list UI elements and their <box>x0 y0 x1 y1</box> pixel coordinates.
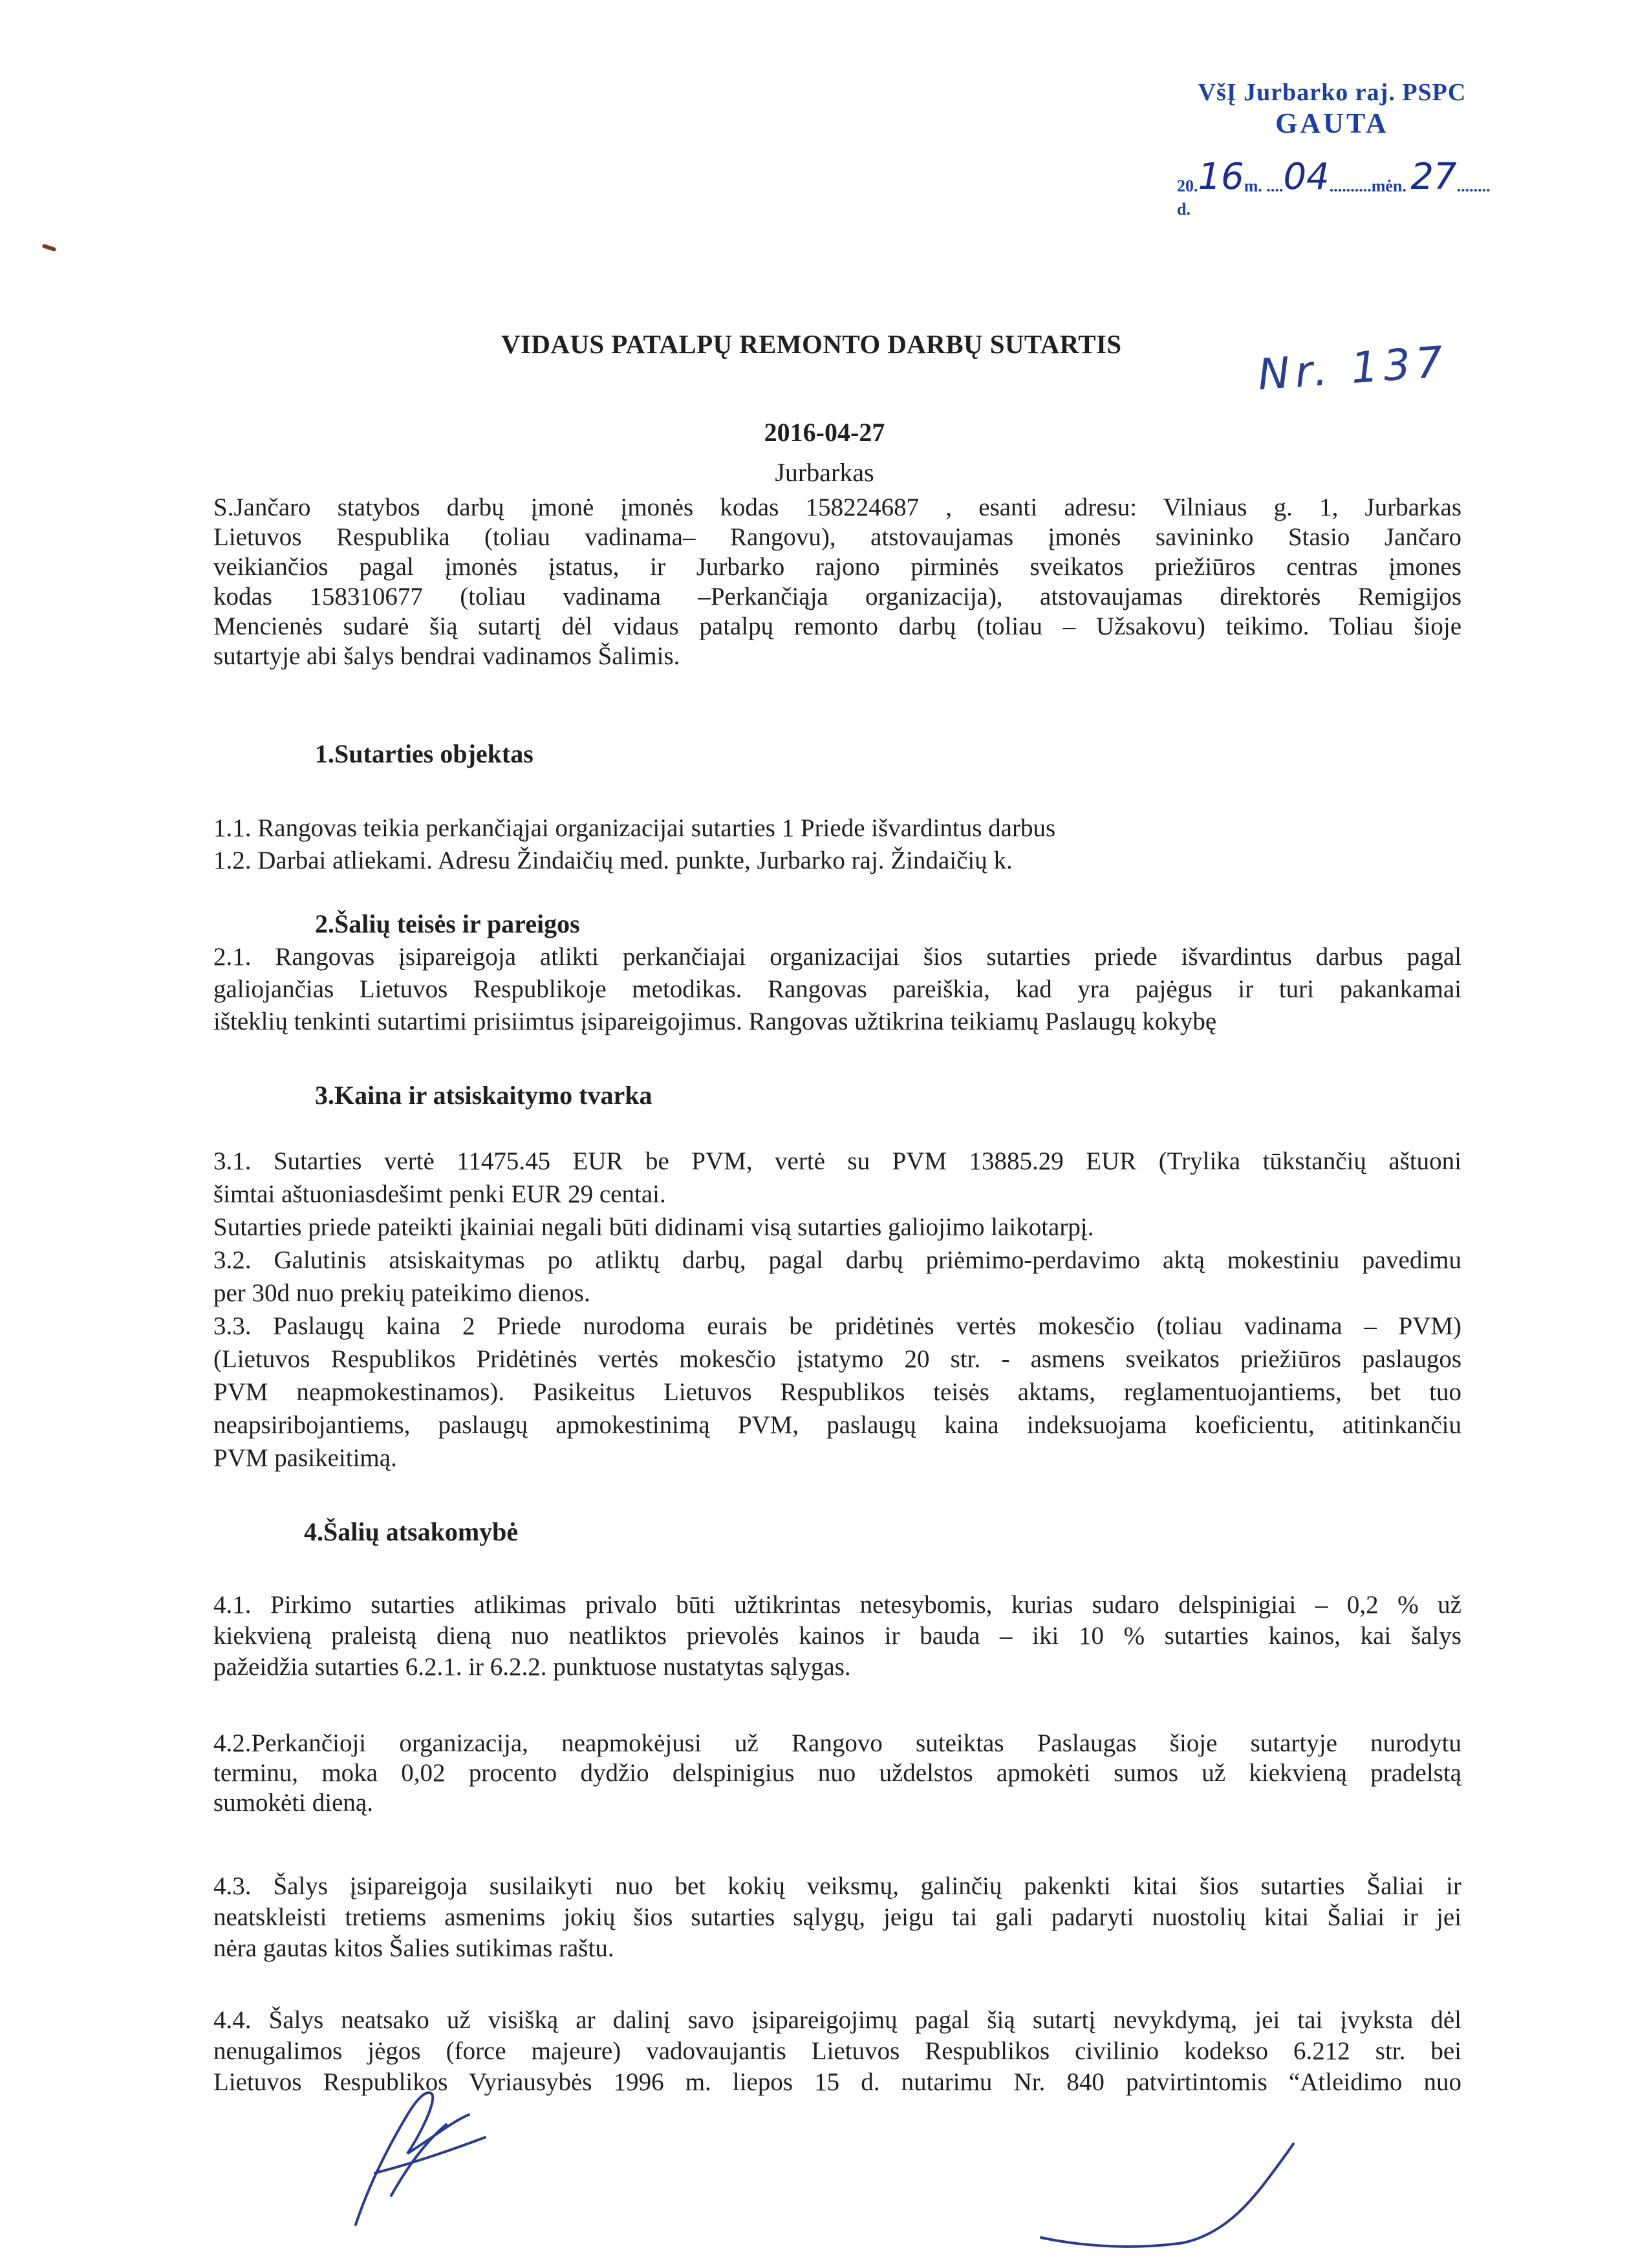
clause-3-2-line: per 30d nuo prekių pateikimo dienos. <box>213 1279 590 1307</box>
stamp-day: 27 <box>1410 156 1457 199</box>
clause-2-1-line: 2.1. Rangovas įsipareigoja atlikti perkančiajai organizacijai šios sutarties priede išvardintus darbus pagal <box>213 943 1461 971</box>
section-1-body <box>213 812 1461 877</box>
stamp-year: 16 <box>1198 156 1244 199</box>
intro-paragraph <box>213 493 1461 671</box>
section-2-body <box>213 941 1461 1038</box>
clause-4-2-line: sumokėti dieną. <box>213 1789 373 1817</box>
section-4-heading: 4.Šalių atsakomybė <box>304 1517 519 1546</box>
intro-line: sutartyje abi šalys bendrai vadinamos Šalimis. <box>213 642 680 670</box>
document-place: Jurbarkas <box>775 458 874 487</box>
intro-line: Mencienės sudarė šią sutartį dėl vidaus patalpų remonto darbų (toliau – Užsakovu) teikimo. Toliau šioje <box>213 612 1461 640</box>
clause-4-3-line: 4.3. Šalys įsipareigoja susilaikyti nuo bet kokių veiksmų, galinčių pakenkti kitai šios sutarties Šaliai ir <box>213 1872 1461 1900</box>
handwritten-contract-number: Nr. 137 <box>1256 336 1450 400</box>
clause-4-3 <box>213 1871 1461 1964</box>
clause-4-4-line: 4.4. Šalys neatsako už visišką ar dalinį savo įsipareigojimų pagal šią sutartį nevykdymą, jei tai įvyksta dėl <box>213 2006 1461 2034</box>
intro-line: kodas 158310677 (toliau vadinama –Perkančiąja organizacija), atstovaujamas direktorės Remigijos <box>213 583 1461 610</box>
clause-4-1-line: 4.1. Pirkimo sutarties atlikimas privalo būti užtikrintas netesybomis, kurias sudaro delspinigiai – 0,2 % už <box>213 1591 1461 1619</box>
clause-4-1-line: pažeidžia sutarties 6.2.1. ir 6.2.2. punktuose nustatytas sąlygas. <box>213 1653 851 1681</box>
stamp-label: GAUTA <box>1275 107 1389 140</box>
stamp-month: 04 <box>1283 156 1330 199</box>
clause-4-2-line: terminu, moka 0,02 procento dydžio delspinigius nuo uždelstos apmokėti sumos už kiekvieną pradelstą <box>213 1759 1461 1787</box>
clause-2-1-line: išteklių tenkinti sutartimi prisiimtus įsipareigojimus. Rangovas užtikrina teikiamų Paslaugų kokybę <box>213 1008 1217 1035</box>
clause-3-3-line: PVM pasikeitimą. <box>213 1444 397 1472</box>
document-date: 2016-04-27 <box>764 418 885 447</box>
clause-4-2 <box>213 1729 1461 1818</box>
clause-3-1-line: 3.1. Sutarties vertė 11475.45 EUR be PVM, vertė su PVM 13885.29 EUR (Trylika tūkstančių aštuoni <box>213 1147 1461 1175</box>
stamp-date: 20.16m. ....04..........mėn. 27........ d. <box>1177 156 1491 219</box>
clause-3-2-line: 3.2. Galutinis atsiskaitymas po atliktų darbų, pagal darbų priėmimo-perdavimo aktą mokestiniu pavedimu <box>213 1246 1461 1274</box>
clause-3-1-line: Sutarties priede pateikti įkainiai negali būti didinami visą sutarties galiojimo laikotarpį. <box>213 1213 1094 1241</box>
section-3-heading: 3.Kaina ir atsiskaitymo tvarka <box>315 1081 652 1110</box>
clause-4-1-line: kiekvieną praleistą dieną nuo neatliktos prievolės kainos ir bauda – iki 10 % sutarties kainos, kai šalys <box>213 1622 1461 1650</box>
intro-line: veikiančios pagal įmonės įstatus, ir Jurbarko rajono pirminės sveikatos priežiūros centras įmones <box>213 553 1461 581</box>
clause-4-4-line: nenugalimos jėgos (force majeure) vadovaujantis Lietuvos Respublikos civilinio kodekso 6.212 str. bei <box>213 2037 1461 2065</box>
stamp-organization: VšĮ Jurbarko raj. PSPC <box>1198 79 1467 106</box>
clause-3-3-line: (Lietuvos Respublikos Pridėtinės vertės mokesčio įstatymo 20 str. - asmens sveikatos priežiūros paslaugos <box>213 1345 1461 1373</box>
clause-4-3-line: nėra gautas kitos Šalies sutikimas raštu. <box>213 1934 614 1962</box>
clause-4-4-line: Lietuvos Respublikos Vyriausybės 1996 m. liepos 15 d. nutarimu Nr. 840 patvirtintomis “Atleidimo nuo <box>213 2068 1461 2096</box>
ink-mark <box>42 244 57 252</box>
clause-3-3-line: neapsiribojantiems, paslaugų apmokestinimą PVM, paslaugų kaina indeksuojama koeficientu, atitinkančiu <box>213 1411 1461 1439</box>
clause-3-1-line: šimtai aštuoniasdešimt penki EUR 29 centai. <box>213 1180 666 1208</box>
section-1-heading: 1.Sutarties objektas <box>315 739 534 768</box>
signature-left <box>330 2076 498 2238</box>
clause-3-3-line: PVM neapmokestinamos). Pasikeitus Lietuvos Respublikos teisės aktams, reglamentuojantiems, bet tuo <box>213 1378 1461 1406</box>
intro-line: S.Jančaro statybos darbų įmonė įmonės kodas 158224687 , esanti adresu: Vilniaus g. 1, Jurbarkas <box>213 493 1461 521</box>
intro-line: Lietuvos Respublika (toliau vadinama– Rangovu), atstovaujamas įmonės savininko Stasio Jančaro <box>213 523 1461 551</box>
document-title: VIDAUS PATALPŲ REMONTO DARBŲ SUTARTIS <box>501 329 1122 359</box>
clause-2-1-line: galiojančias Lietuvos Respublikoje metodikas. Rangovas pareiškia, kad yra pajėgus ir turi pakankamai <box>213 975 1461 1003</box>
signature-right <box>1035 2134 1319 2257</box>
clause-3-3-line: 3.3. Paslaugų kaina 2 Priede nurodoma eurais be pridėtinės vertės mokesčio (toliau vadinama – PVM) <box>213 1312 1461 1340</box>
clause-4-2-line: 4.2.Perkančioji organizacija, neapmokėjusi už Rangovo suteiktas Paslaugas šioje sutartyje nurodytu <box>213 1729 1461 1757</box>
section-2-heading: 2.Šalių teisės ir pareigos <box>315 909 580 938</box>
clause-1-2: 1.2. Darbai atliekami. Adresu Žindaičių med. punkte, Jurbarko raj. Žindaičių k. <box>213 847 1013 874</box>
received-stamp <box>1164 78 1500 220</box>
clause-4-1 <box>213 1590 1461 1683</box>
clause-1-1: 1.1. Rangovas teikia perkančiąjai organizacijai sutarties 1 Priede išvardintus darbus <box>213 814 1056 842</box>
section-3-body <box>213 1145 1461 1474</box>
clause-4-3-line: neatskleisti tretiems asmenims jokių šios sutarties sąlygų, jeigu tai gali padaryti nuostolių kitai Šaliai ir jei <box>213 1903 1461 1931</box>
